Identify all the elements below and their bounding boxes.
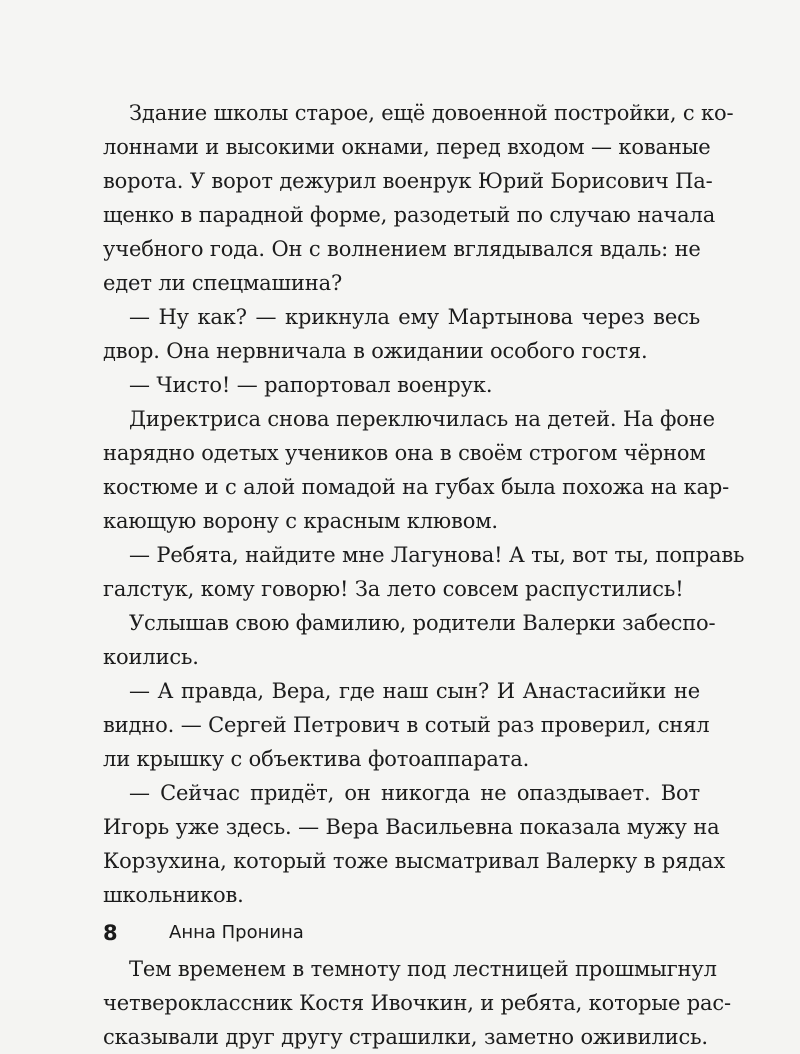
text-line: едет ли спецмашина? [103, 271, 343, 295]
text-line: школьников. [103, 883, 244, 907]
text-line: — Сейчас придёт, он никогда не опаздывает. Вот [129, 781, 700, 805]
body-text [103, 96, 745, 1054]
text-line: кающую ворону с красным клювом. [103, 509, 498, 533]
text-line: Игорь уже здесь. — Вера Васильевна показала мужу на [103, 815, 720, 839]
text-line: костюме и с алой помадой на губах была похожа на кар- [103, 475, 730, 499]
text-line: видно. — Сергей Петрович в сотый раз проверил, снял [103, 713, 710, 737]
author-name: Анна Пронина [169, 922, 304, 943]
text-line: сказывали друг другу страшилки, заметно оживились. [103, 1025, 708, 1049]
text-line: Директриса снова переключилась на детей. На фоне [129, 407, 715, 431]
text-line: — А правда, Вера, где наш сын? И Анастасийки не [129, 679, 700, 703]
text-line: щенко в парадной форме, разодетый по случаю начала [103, 203, 716, 227]
text-line: галстук, кому говорю! За лето совсем распустились! [103, 577, 684, 601]
text-line: учебного года. Он с волнением вглядывался вдаль: не [103, 237, 701, 261]
text-line: — Чисто! — рапортовал военрук. [129, 373, 493, 397]
page-number: 8 [103, 921, 118, 945]
text-line: — Ну как? — крикнула ему Мартынова через весь [129, 305, 700, 329]
page-footer [103, 919, 304, 947]
text-line: Корзухина, который тоже высматривал Валерку в рядах [103, 849, 726, 873]
text-line: ворота. У ворот дежурил военрук Юрий Борисович Па- [103, 169, 713, 193]
text-line: — Ребята, найдите мне Лагунова! А ты, вот ты, поправь [129, 543, 745, 567]
text-line: четвероклассник Костя Ивочкин, и ребята, которые рас- [103, 991, 731, 1015]
text-line: Услышав свою фамилию, родители Валерки забеспо- [129, 611, 716, 635]
text-line: коились. [103, 645, 199, 669]
text-line: ли крышку с объектива фотоаппарата. [103, 747, 530, 771]
text-line: двор. Она нервничала в ожидании особого гостя. [103, 339, 648, 363]
text-line: нарядно одетых учеников она в своём строгом чёрном [103, 441, 706, 465]
text-line: Здание школы старое, ещё довоенной постройки, с ко- [129, 101, 734, 125]
text-line: Тем временем в темноту под лестницей прошмыгнул [129, 957, 717, 981]
text-line: лоннами и высокими окнами, перед входом — кованые [103, 135, 711, 159]
